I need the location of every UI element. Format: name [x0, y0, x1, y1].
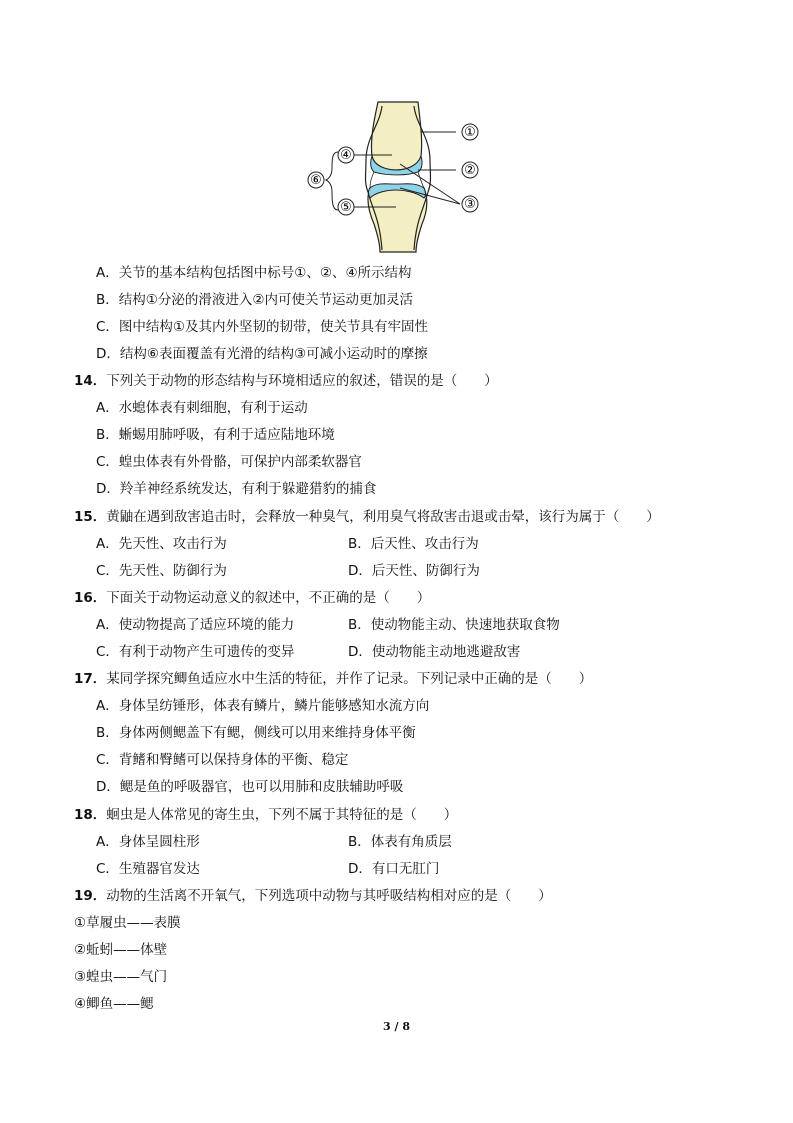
svg-text:③: ③: [464, 197, 476, 212]
label-6: [308, 172, 324, 188]
joint-diagram: [300, 100, 490, 255]
q14-number: 14．: [74, 373, 107, 389]
q16-option-c: C．有利于动物产生可遗传的变异: [96, 644, 295, 660]
label-3: [462, 196, 478, 212]
page-number: 3 / 8: [383, 1020, 410, 1033]
q17-stem: [74, 670, 592, 688]
q17-number: 17．: [74, 671, 107, 687]
q18-option-a: A．身体呈圆柱形: [96, 834, 200, 850]
q19-stem: [74, 887, 552, 905]
q18-option-b: B．体表有角质层: [348, 834, 452, 850]
q16-stem: [74, 589, 430, 607]
svg-text:⑥: ⑥: [310, 173, 322, 188]
label-4: [338, 147, 354, 163]
q17-option-c: C．背鳍和臀鳍可以保持身体的平衡、稳定: [96, 752, 349, 768]
q14-text: 下列关于动物的形态结构与环境相适应的叙述，错误的是（ ）: [106, 373, 498, 389]
q17-option-a: A．身体呈纺锤形，体表有鳞片，鳞片能够感知水流方向: [96, 698, 430, 714]
q19-item-1: ①草履虫——表膜: [74, 915, 181, 931]
q15-option-c: C．先天性、防御行为: [96, 563, 227, 579]
q18-text: 蛔虫是人体常见的寄生虫，下列不属于其特征的是（ ）: [106, 807, 458, 823]
q18-option-d: D．有口无肛门: [348, 861, 440, 877]
q15-text: 黄鼬在遇到敌害追击时，会释放一种臭气，利用臭气将敌害击退或击晕，该行为属于（ ）: [106, 509, 660, 525]
q17-text: 某同学探究鲫鱼适应水中生活的特征，并作了记录。下列记录中正确的是（ ）: [106, 671, 593, 687]
svg-text:①: ①: [464, 125, 476, 140]
q14-option-c: C．蝗虫体表有外骨骼，可保护内部柔软器官: [96, 454, 362, 470]
q13-option-a: A．关节的基本结构包括图中标号①、②、④所示结构: [96, 265, 412, 281]
q15-option-d: D．后天性、防御行为: [348, 563, 480, 579]
q15-option-b: B．后天性、攻击行为: [348, 536, 479, 552]
q19-item-2: ②蚯蚓——体壁: [74, 942, 168, 958]
q13-option-d: D．结构⑥表面覆盖有光滑的结构③可减小运动时的摩擦: [96, 346, 428, 362]
q16-option-b: B．使动物能主动、快速地获取食物: [348, 617, 560, 633]
q14-option-a: A．水螅体表有刺细胞，有利于运动: [96, 400, 308, 416]
q13-option-c: C．图中结构①及其内外坚韧的韧带，使关节具有牢固性: [96, 319, 429, 335]
q19-number: 19．: [74, 888, 107, 904]
q17-option-d: D．鳃是鱼的呼吸器官，也可以用肺和皮肤辅助呼吸: [96, 779, 404, 795]
svg-text:②: ②: [464, 163, 476, 178]
q15-option-a: A．先天性、攻击行为: [96, 536, 227, 552]
label-1: [462, 124, 478, 140]
q13-option-b: B．结构①分泌的滑液进入②内可使关节运动更加灵活: [96, 292, 413, 308]
q19-item-3: ③蝗虫——气门: [74, 969, 168, 985]
upper-bone: [371, 102, 421, 170]
q16-number: 16．: [74, 590, 107, 606]
q16-text: 下面关于动物运动意义的叙述中，不正确的是（ ）: [106, 590, 431, 606]
q19-item-4: ④鲫鱼——鳃: [74, 996, 154, 1012]
q15-stem: [74, 508, 660, 526]
q18-option-c: C．生殖器官发达: [96, 861, 200, 877]
q16-option-d: D．使动物能主动地逃避敌害: [348, 644, 521, 660]
q18-number: 18．: [74, 807, 107, 823]
svg-text:④: ④: [340, 148, 352, 163]
q14-stem: [74, 372, 498, 390]
q16-option-a: A．使动物提高了适应环境的能力: [96, 617, 295, 633]
label-5: [338, 199, 354, 215]
q14-option-d: D．羚羊神经系统发达，有利于躲避猎豹的捕食: [96, 481, 377, 497]
q15-number: 15．: [74, 509, 107, 525]
q17-option-b: B．身体两侧鳃盖下有鳃，侧线可以用来维持身体平衡: [96, 725, 416, 741]
brace: [326, 152, 338, 210]
label-2: [462, 162, 478, 178]
q18-stem: [74, 806, 457, 824]
q14-option-b: B．蜥蜴用肺呼吸，有利于适应陆地环境: [96, 427, 335, 443]
svg-text:⑤: ⑤: [340, 200, 352, 215]
q19-text: 动物的生活离不开氧气，下列选项中动物与其呼吸结构相对应的是（ ）: [106, 888, 552, 904]
